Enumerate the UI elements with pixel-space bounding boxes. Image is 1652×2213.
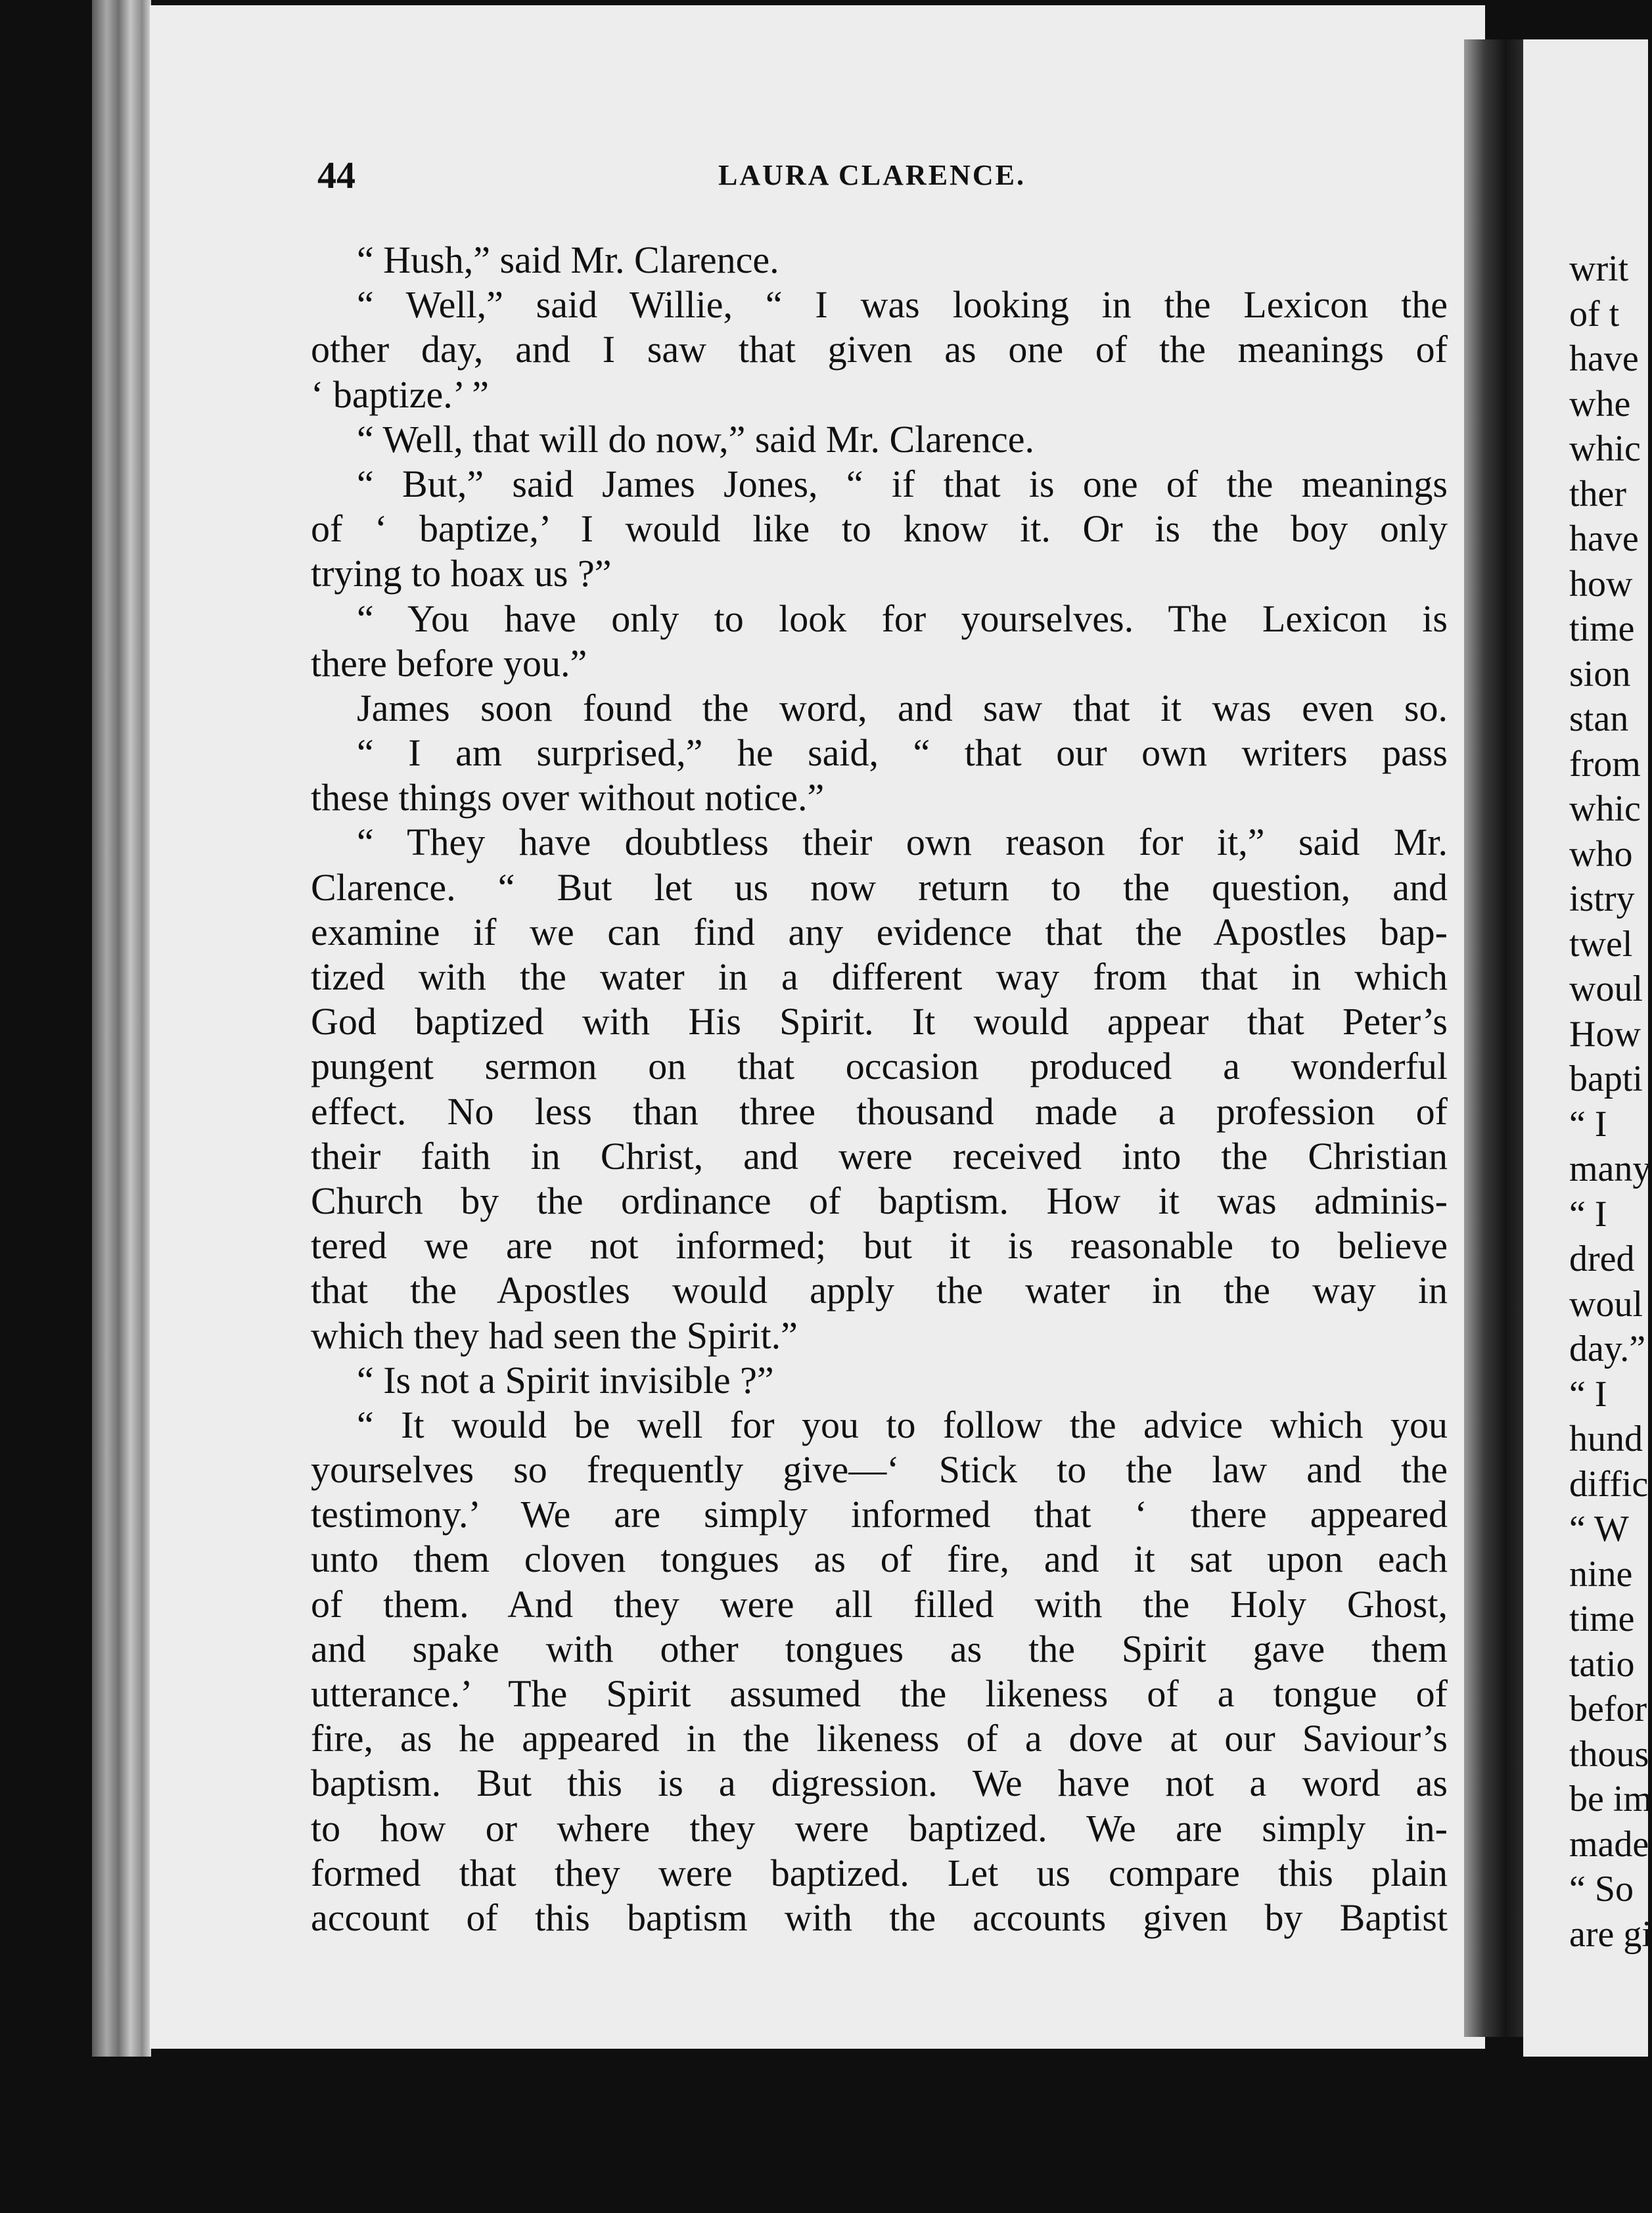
facing-page-fragment: who (1569, 833, 1633, 875)
text-line: trying to hoax us ?” (311, 552, 612, 595)
text-line: “ You have only to look for yourselves. The Lexicon is (357, 597, 1448, 640)
text-line: baptism. But this is a digression. We have not a word as (311, 1762, 1448, 1805)
text-line: “ Well, that will do now,” said Mr. Clarence. (357, 417, 1035, 461)
facing-page-fragment: “ I (1569, 1193, 1607, 1235)
text-line: utterance.’ The Spirit assumed the likeness of a tongue of (311, 1672, 1448, 1715)
text-line: formed that they were baptized. Let us compare this plain (311, 1851, 1448, 1894)
book-gutter (1464, 39, 1523, 2037)
facing-page-fragment: sion (1569, 653, 1631, 695)
text-line: yourselves so frequently give—‘ Stick to the law and the (311, 1448, 1448, 1492)
facing-page-fragment: istry (1569, 878, 1635, 919)
facing-page-fragment: befor (1569, 1689, 1647, 1729)
text-line: unto them cloven tongues as of fire, and it sat upon each (311, 1538, 1448, 1581)
text-line: “ Hush,” said Mr. Clarence. (357, 239, 779, 281)
facing-page-fragment: be im (1569, 1779, 1652, 1819)
running-head (317, 146, 1448, 205)
text-line: to how or where they were baptized. We are simply in- (311, 1806, 1448, 1850)
facing-page-fragment: bapti (1569, 1059, 1643, 1099)
page-number: 44 (317, 154, 356, 196)
facing-page-fragment: “ I (1569, 1373, 1607, 1415)
facing-page-fragment: ther (1569, 473, 1627, 514)
facing-page-text (1569, 246, 1652, 1957)
text-line: tized with the water in a different way from that in which (311, 955, 1448, 998)
text-line: God baptized with His Spirit. It would appear that Peter’s (311, 1000, 1448, 1043)
facing-page-fragment: tatio (1569, 1643, 1635, 1685)
text-line: of ‘ baptize,’ I would like to know it. Or is the boy only (311, 507, 1448, 551)
text-line: effect. No less than three thousand made a profession of (311, 1089, 1448, 1133)
text-line: Church by the ordinance of baptism. How it was adminis- (311, 1179, 1448, 1222)
text-line: pungent sermon on that occasion produced a wonderful (311, 1045, 1448, 1088)
facing-page-fragment: twel (1569, 923, 1633, 965)
facing-page-fragment: of t (1569, 293, 1620, 334)
facing-page-fragment: dred (1569, 1239, 1635, 1279)
text-line: testimony.’ We are simply informed that ‘ there appeared (311, 1493, 1448, 1536)
text-line: Clarence. “ But let us now return to the question, and (311, 865, 1448, 909)
facing-page-fragment: nine (1569, 1553, 1633, 1595)
text-line: “ It would be well for you to follow the advice which you (357, 1403, 1448, 1446)
text-line: there before you.” (311, 641, 587, 685)
facing-page-fragment: How (1569, 1013, 1641, 1055)
text-line: examine if we can find any evidence that the Apostles bap- (311, 910, 1448, 953)
text-line: James soon found the word, and saw that it was even so. (357, 686, 1448, 729)
facing-page-fragment: hund (1569, 1419, 1643, 1459)
text-line: ‘ baptize.’ ” (311, 373, 490, 416)
text-line: “ But,” said James Jones, “ if that is one of the meanings (357, 462, 1448, 505)
text-line: “ Is not a Spirit invisible ?” (357, 1358, 774, 1402)
facing-page-fragment: have (1569, 338, 1639, 379)
facing-page-fragment: writ (1569, 248, 1629, 289)
facing-page-fragment: woul (1569, 1283, 1643, 1325)
facing-page-fragment: time (1569, 1599, 1635, 1639)
text-line: “ They have doubtless their own reason for it,” said Mr. (357, 821, 1448, 864)
facing-page-fragment: woul (1569, 969, 1643, 1009)
facing-page-fragment: time (1569, 608, 1635, 649)
text-line: that the Apostles would apply the water in the way in (311, 1269, 1448, 1312)
text-line: these things over without notice.” (311, 776, 825, 819)
facing-page-fragment: whe (1569, 383, 1631, 424)
page-edges (92, 0, 151, 2057)
text-line: and spake with other tongues as the Spirit gave them (311, 1627, 1448, 1670)
facing-page-fragment: whic (1569, 788, 1641, 829)
text-line: other day, and I saw that given as one of the meanings of (311, 328, 1448, 371)
facing-page-fragment: stan (1569, 698, 1629, 739)
text-line: which they had seen the Spirit.” (311, 1313, 798, 1357)
facing-page-fragment: diffic (1569, 1463, 1649, 1505)
facing-page-fragment: whic (1569, 428, 1641, 469)
facing-page-fragment: thous (1569, 1733, 1649, 1775)
text-line: “ I am surprised,” he said, “ that our own writers pass (357, 731, 1448, 775)
facing-page-fragment: how (1569, 563, 1633, 605)
facing-page-fragment: made (1569, 1823, 1649, 1865)
text-line: tered we are not informed; but it is reasonable to believe (311, 1224, 1448, 1267)
text-line: account of this baptism with the accounts given by Baptist (311, 1896, 1448, 1939)
facing-page-fragment: are gi (1569, 1913, 1652, 1955)
text-line: fire, as he appeared in the likeness of a dove at our Saviour’s (311, 1717, 1448, 1760)
facing-page-fragment: day.” (1569, 1329, 1646, 1369)
facing-page-fragment: many (1569, 1149, 1651, 1189)
facing-page-fragment: “ W (1569, 1509, 1629, 1549)
facing-page-fragment: “ I (1569, 1103, 1607, 1145)
facing-page-fragment: “ So (1569, 1869, 1634, 1909)
text-line: their faith in Christ, and were received into the Christian (311, 1134, 1448, 1177)
running-title: LAURA CLARENCE. (718, 159, 1026, 191)
facing-page-fragment: from (1569, 743, 1641, 785)
facing-page-fragment: have (1569, 518, 1639, 559)
text-line: “ Well,” said Willie, “ I was looking in the Lexicon the (357, 283, 1448, 327)
text-line: of them. And they were all filled with the Holy Ghost, (311, 1582, 1448, 1626)
body-text (311, 238, 1448, 1940)
